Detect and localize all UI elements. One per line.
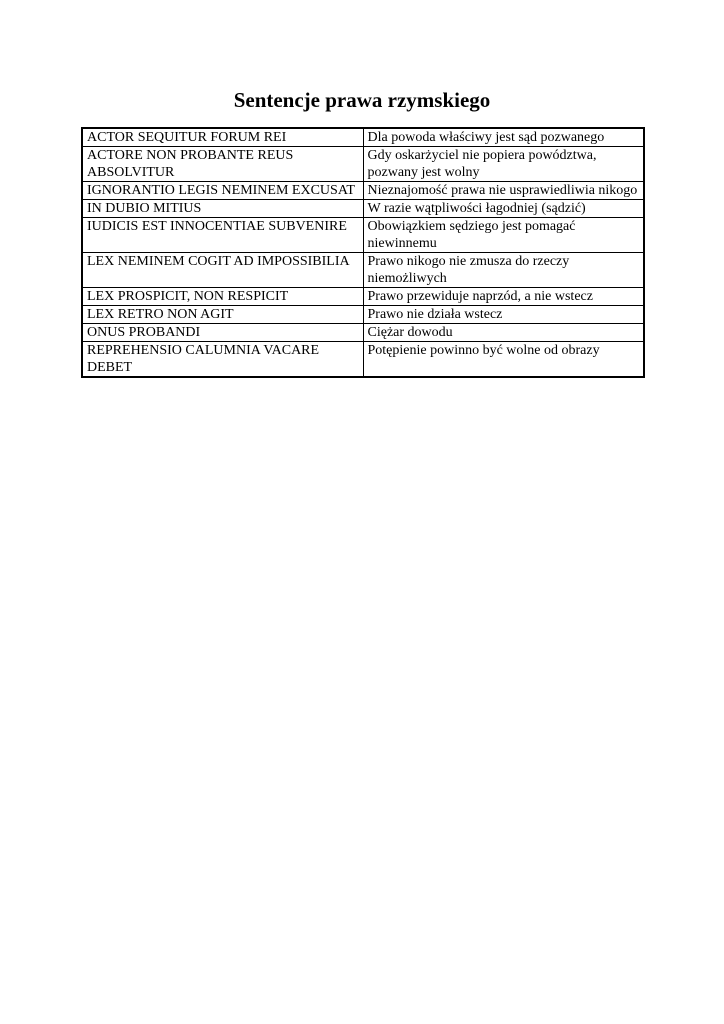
table-row <box>82 128 644 147</box>
latin-maxim-cell: LEX RETRO NON AGIT <box>82 306 363 324</box>
latin-maxim-cell: IN DUBIO MITIUS <box>82 200 363 218</box>
table-row <box>82 288 644 306</box>
page-title: Sentencje prawa rzymskiego <box>233 88 491 112</box>
latin-maxim-cell: LEX PROSPICIT, NON RESPICIT <box>82 288 363 306</box>
latin-maxim-cell: LEX NEMINEM COGIT AD IMPOSSIBILIA <box>82 253 363 288</box>
maxims-table-body <box>82 128 644 377</box>
polish-translation-cell: Gdy oskarżyciel nie popiera powództwa, pozwany jest wolny <box>363 147 644 182</box>
latin-maxim-cell: IUDICIS EST INNOCENTIAE SUBVENIRE <box>82 218 363 253</box>
maxims-table <box>81 127 645 378</box>
polish-translation-cell: Prawo przewiduje naprzód, a nie wstecz <box>363 288 644 306</box>
latin-maxim-cell: REPREHENSIO CALUMNIA VACARE DEBET <box>82 342 363 378</box>
table-row <box>82 306 644 324</box>
table-row <box>82 324 644 342</box>
polish-translation-cell: Dla powoda właściwy jest sąd pozwanego <box>363 128 644 147</box>
table-row <box>82 253 644 288</box>
polish-translation-cell: Ciężar dowodu <box>363 324 644 342</box>
latin-maxim-cell: ONUS PROBANDI <box>82 324 363 342</box>
polish-translation-cell: Obowiązkiem sędziego jest pomagać niewinnemu <box>363 218 644 253</box>
polish-translation-cell: Prawo nikogo nie zmusza do rzeczy niemożliwych <box>363 253 644 288</box>
latin-maxim-cell: IGNORANTIO LEGIS NEMINEM EXCUSAT <box>82 182 363 200</box>
table-row <box>82 182 644 200</box>
table-row <box>82 342 644 378</box>
table-row <box>82 200 644 218</box>
polish-translation-cell: Nieznajomość prawa nie usprawiedliwia nikogo <box>363 182 644 200</box>
polish-translation-cell: Prawo nie działa wstecz <box>363 306 644 324</box>
polish-translation-cell: W razie wątpliwości łagodniej (sądzić) <box>363 200 644 218</box>
polish-translation-cell: Potępienie powinno być wolne od obrazy <box>363 342 644 378</box>
latin-maxim-cell: ACTORE NON PROBANTE REUS ABSOLVITUR <box>82 147 363 182</box>
latin-maxim-cell: ACTOR SEQUITUR FORUM REI <box>82 128 363 147</box>
table-row <box>82 218 644 253</box>
table-row <box>82 147 644 182</box>
